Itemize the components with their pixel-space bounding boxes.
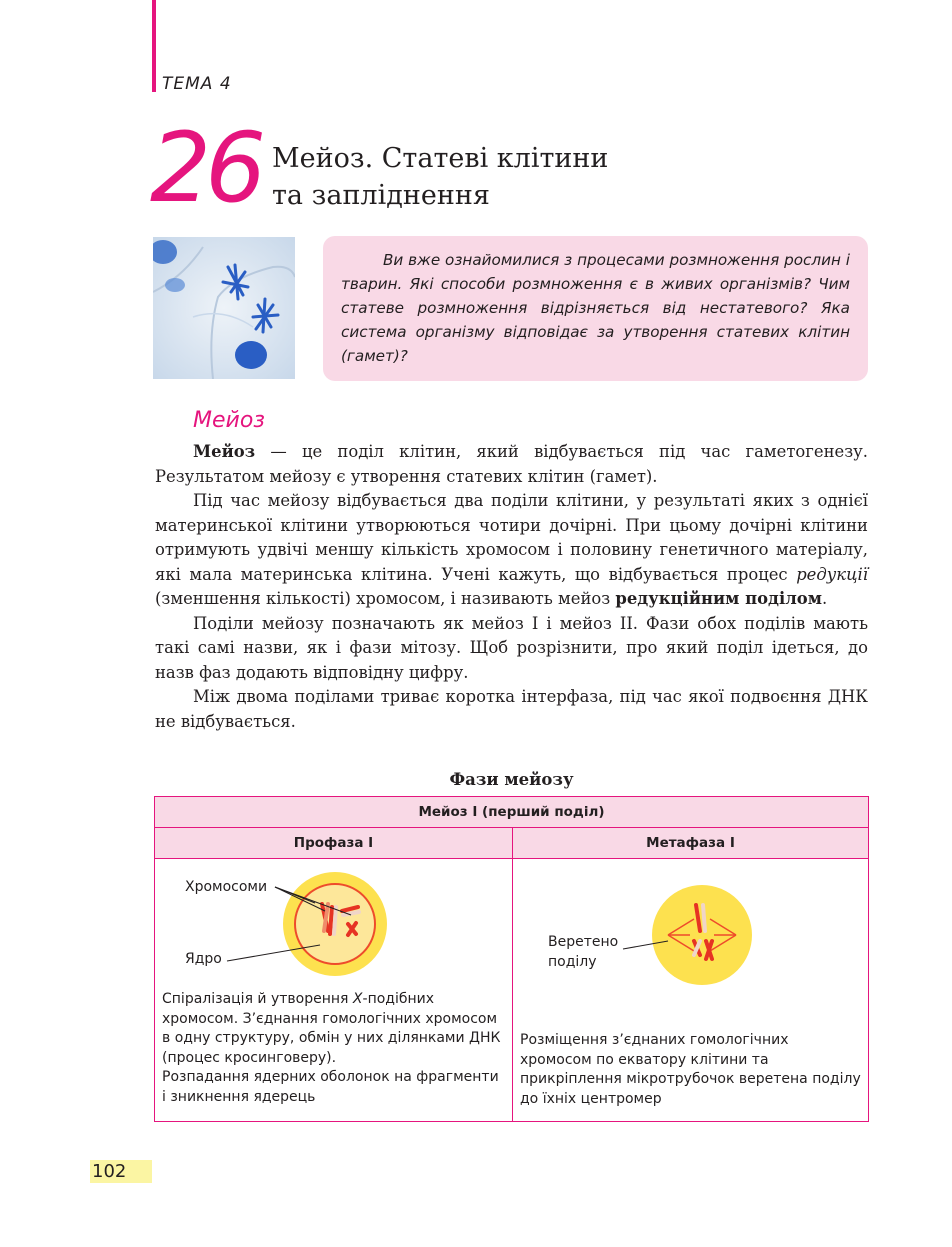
theme-label: ТЕМА 4	[162, 74, 232, 94]
section-heading: Мейоз	[193, 408, 265, 433]
label-chromosomes: Хромосоми	[185, 879, 268, 895]
prophase-desc-c: Розпадання ядерних оболонок на фрагменти і зникнення ядерець	[162, 1069, 499, 1105]
intro-text: Ви вже ознайомилися з процесами розмноження рослин і тварин. Які способи розмноження є в живих організмів? Чим статеве розмноження відрізняється від нестатевого? Яка система організму відповідає за утворення статевих клітин (гамет)?	[341, 251, 850, 365]
col1-header: Профаза I	[155, 828, 513, 859]
table-caption: Фази мейозу	[449, 770, 574, 789]
cell-division-photo	[153, 237, 295, 379]
prophase-desc-a: Спіралізація й утворення	[162, 991, 353, 1007]
page-number: 102	[90, 1160, 152, 1183]
theme-accent-bar	[152, 0, 156, 92]
term-meiosis: Мейоз	[193, 442, 256, 461]
paragraph-2-text-b: (зменшення кількості) хромосом, і називають мейоз	[155, 589, 616, 608]
paragraph-2-text-a: Під час мейозу відбувається два поділи клітини, у результаті яких з однієї материнської клітини утворюються чотири дочірні. При цьому дочірні клітини отримують удвічі меншу кількість хромосом і половину генетичного матеріалу, які мала материнська клітина. Учені кажуть, що відбувається процес	[155, 491, 868, 584]
prophase-cell	[155, 859, 513, 1122]
label-nucleus: Ядро	[185, 951, 222, 967]
col2-header: Метафаза I	[513, 828, 869, 859]
paragraph-4: Між двома поділами триває коротка інтерфаза, під час якої подвоєння ДНК не відбувається.	[155, 687, 868, 731]
meiosis-phases-table	[154, 796, 869, 1122]
intro-questions-box	[323, 236, 868, 381]
paragraph-2	[155, 489, 868, 612]
prophase-description	[162, 990, 506, 1107]
prophase-desc-b: -подібних хромосом. З’єднання гомологічних хромосом в одну структуру, обмін у них ділянками ДНК (процес кросинговеру).	[162, 991, 501, 1066]
term-reduction: редукції	[796, 564, 868, 584]
paragraph-3: Поділи мейозу позначають як мейоз I і мейоз II. Фази обох поділів мають такі самі назви, як і фази мітозу. Щоб розрізнити, про який поділ ідеться, до назв фаз додають відповідну цифру.	[155, 613, 868, 682]
body-text	[155, 440, 868, 734]
label-spindle	[548, 932, 618, 972]
term-reduction-division: редукційним поділом	[615, 589, 822, 608]
title-line-2: та запліднення	[272, 180, 490, 211]
page-title	[272, 140, 608, 214]
paragraph-1-text: — це поділ клітин, який відбувається під час гаметогенезу. Результатом мейозу є утворення статевих клітин (гамет).	[155, 442, 868, 486]
title-line-1: Мейоз. Статеві клітини	[272, 143, 609, 174]
label-spindle-line-2: поділу	[548, 954, 597, 970]
paragraph-number: 26	[150, 112, 261, 224]
label-spindle-line-1: Веретено	[548, 934, 619, 950]
metaphase-cell	[513, 859, 869, 1122]
prophase-desc-x: Х	[352, 991, 363, 1007]
paragraph-2-end: .	[821, 589, 828, 608]
paragraph-1	[155, 440, 868, 489]
group-header: Мейоз I (перший поділ)	[155, 797, 869, 828]
metaphase-description: Розміщення з’єднаних гомологічних хромосом по екватору клітини та прикріплення мікротрубочок веретена поділу до їхніх центромер	[520, 1032, 861, 1107]
